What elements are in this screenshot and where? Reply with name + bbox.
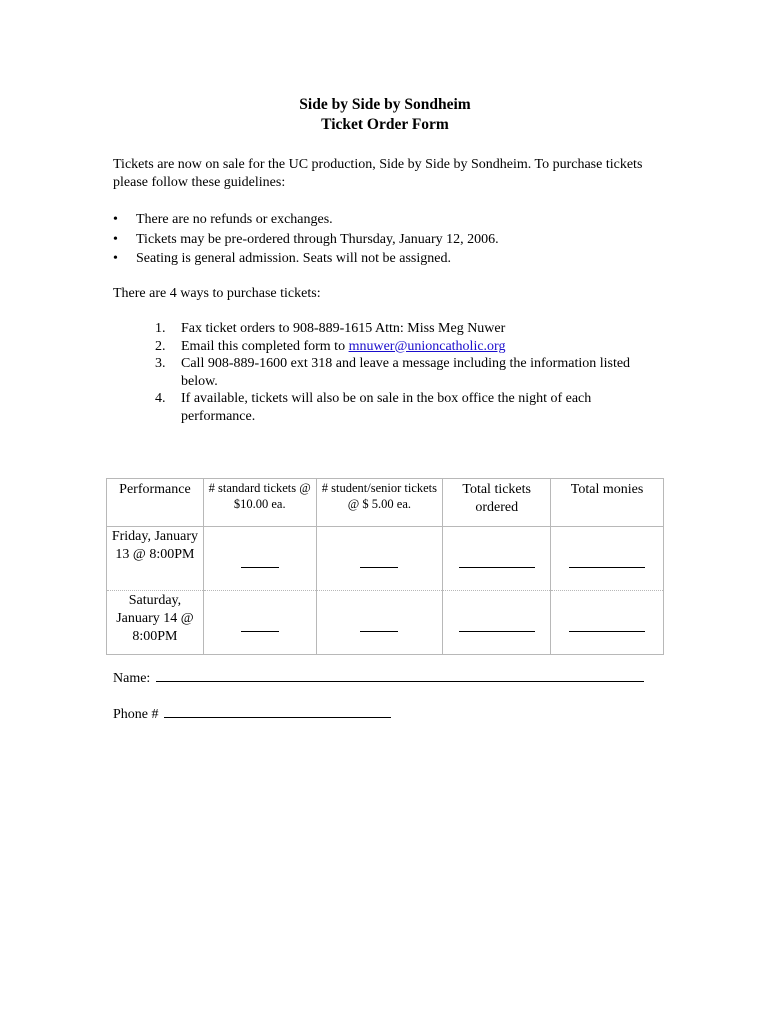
name-field[interactable] [156,681,644,682]
column-header-standard-tickets: # standard tickets @ $10.00 ea. [203,479,316,527]
total-monies-field[interactable] [551,527,664,591]
phone-label: Phone # [113,707,159,722]
standard-tickets-field[interactable] [203,527,316,591]
table-header-row [107,479,664,527]
purchase-ways-list [155,320,655,425]
order-table [106,478,664,655]
intro-paragraph: Tickets are now on sale for the UC production, Side by Side by Sondheim. To purchase tickets please follow these guidelines: [113,157,643,190]
column-header-total-monies: Total monies [551,479,664,527]
list-item: 4. If available, tickets will also be on sale in the box office the night of each performance. [155,391,592,424]
list-item: 2. Email this completed form to mnuwer@unioncatholic.org [155,338,506,354]
student-senior-tickets-field[interactable] [316,527,443,591]
form-subtitle: Ticket Order Form [321,116,449,133]
name-label: Name: [113,671,151,686]
email-link[interactable]: mnuwer@unioncatholic.org [348,338,506,354]
ways-heading: There are 4 ways to purchase tickets: [113,286,321,301]
bullet-icon: • [113,231,118,247]
column-header-student-senior-tickets: # student/senior tickets @ $ 5.00 ea. [316,479,443,527]
performance-cell: Friday, January 13 @ 8:00PM [107,527,204,591]
standard-tickets-field[interactable] [203,591,316,655]
total-tickets-field[interactable] [443,527,551,591]
list-item: 3. Call 908-889-1600 ext 318 and leave a message including the information listed below. [155,356,631,389]
total-monies-field[interactable] [551,591,664,655]
student-senior-tickets-field[interactable] [316,591,443,655]
form-title: Side by Side by Sondheim [299,96,471,113]
performance-cell: Saturday, January 14 @ 8:00PM [107,591,204,655]
phone-row [113,706,391,724]
list-item: • Tickets may be pre-ordered through Thursday, January 12, 2006. [113,230,499,250]
phone-field[interactable] [164,717,391,718]
table-row [107,591,664,655]
column-header-performance: Performance [107,479,204,527]
list-item: • There are no refunds or exchanges. [113,210,499,230]
table-row [107,527,664,591]
bullet-icon: • [113,212,118,227]
bullet-icon: • [113,251,118,266]
name-row [113,670,644,688]
total-tickets-field[interactable] [443,591,551,655]
guidelines-list [113,210,499,269]
list-item: 1. Fax ticket orders to 908-889-1615 Attn: Miss Meg Nuwer [155,321,506,336]
list-item: • Seating is general admission. Seats will not be assigned. [113,249,499,269]
column-header-total-tickets: Total tickets ordered [443,479,551,527]
